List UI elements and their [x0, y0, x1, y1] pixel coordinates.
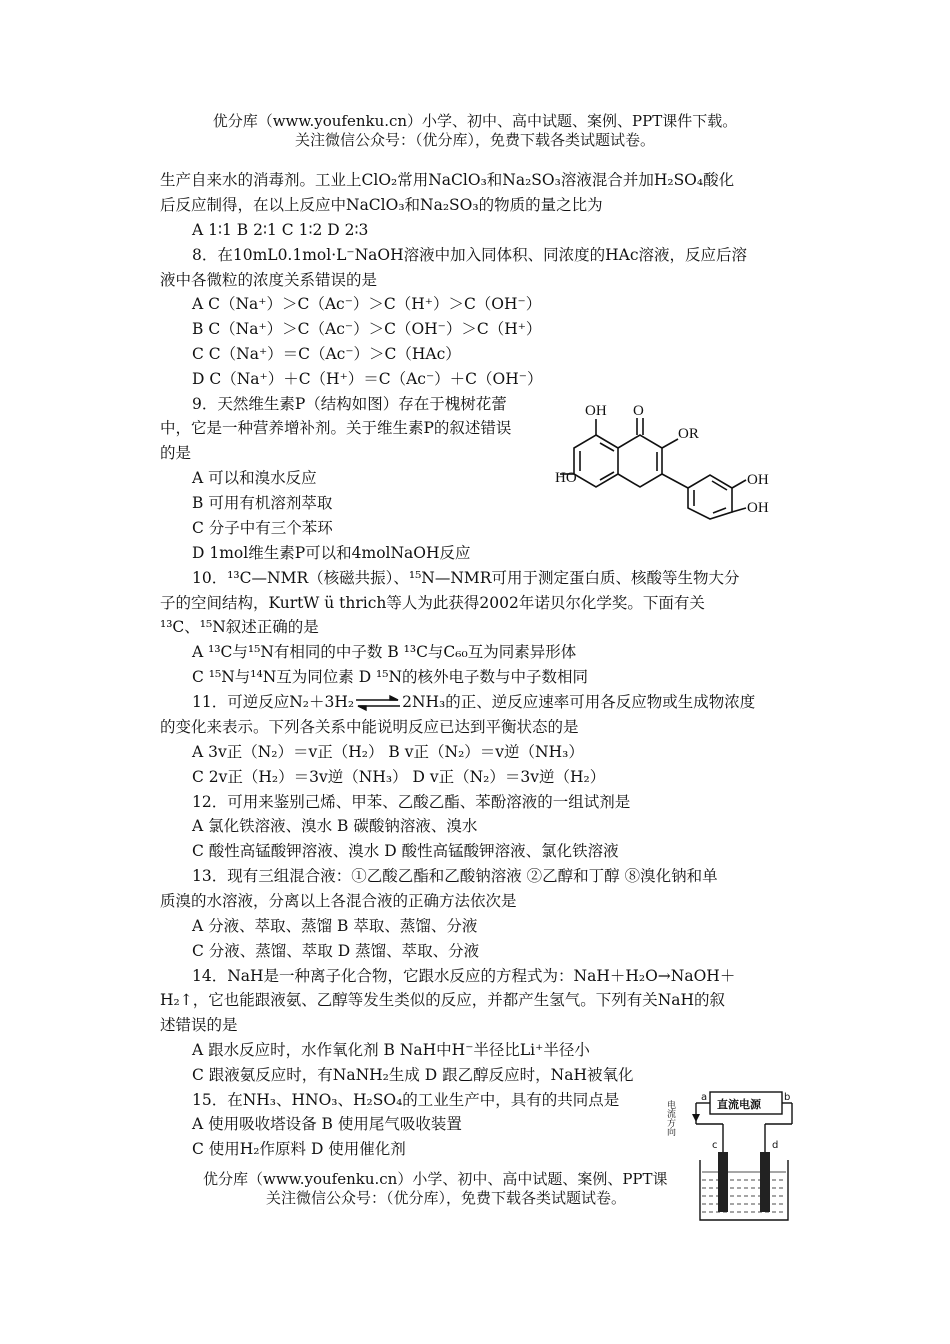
q9-stem-3: 的是: [160, 444, 192, 462]
label-ho-left: HO: [555, 470, 577, 486]
ring-c: [618, 435, 662, 487]
q14-options-cd: C 跟液氨反应时，有NaNH₂生成 D 跟乙醇反应时，NaH被氧化: [192, 1066, 634, 1084]
q9-option-b: B 可用有机溶剂萃取: [192, 494, 333, 512]
q10-stem-2: 子的空间结构，KurtW ü thrich等人为此获得2002年诺贝尔化学奖。下面有关: [160, 594, 705, 612]
q15-options-ab: A 使用吸收塔设备 B 使用尾气吸收装置: [192, 1115, 462, 1133]
q8-stem-1: 8．在10mL0.1mol·L⁻NaOH溶液中加入同体积、同浓度的HAc溶液，反应后溶: [192, 246, 748, 264]
footer-line-1: 优分库（www.youfenku.cn）小学、初中、高中试题、案例、PPT课: [203, 1170, 668, 1188]
power-label: 直流电源: [717, 1098, 761, 1111]
q7-options: A 1∶1 B 2∶1 C 1∶2 D 2∶3: [192, 221, 369, 239]
q8-option-a: A C（Na⁺）＞C（Ac⁻）＞C（H⁺）＞C（OH⁻）: [192, 295, 542, 313]
label-or: OR: [678, 426, 699, 442]
current-direction-label: 电流方向: [665, 1100, 675, 1136]
q11-stem-1-post: 2NH₃的正、逆反应速率可用各反应物或生成物浓度: [402, 693, 756, 711]
q11-stem-2: 的变化来表示。下列各关系中能说明反应已达到平衡状态的是: [160, 718, 579, 736]
q9-option-c: C 分子中有三个苯环: [192, 519, 333, 537]
q13-stem-2: 质溴的水溶液，分离以上各混合液的正确方法依次是: [160, 892, 517, 910]
label-oh-right-2: OH: [747, 500, 769, 516]
q8-option-d: D C（Na⁺）＋C（H⁺）＝C（Ac⁻）＋C（OH⁻）: [192, 370, 543, 388]
q11-options-ab: A 3v正（N₂）＝v正（H₂） B v正（N₂）＝v逆（NH₃）: [192, 743, 584, 761]
q9-option-d: D 1mol维生素P可以和4molNaOH反应: [192, 544, 471, 562]
q8-stem-2: 液中各微粒的浓度关系错误的是: [160, 271, 378, 289]
q14-stem-1: 14．NaH是一种离子化合物，它跟水反应的方程式为：NaH＋H₂O→NaOH＋: [192, 967, 736, 985]
q13-options-ab: A 分液、萃取、蒸馏 B 萃取、蒸馏、分液: [192, 917, 478, 935]
current-arrow-icon: [692, 1114, 700, 1122]
q11-stem-1: [192, 692, 755, 712]
q9-option-a: A 可以和溴水反应: [192, 469, 317, 487]
q13-stem-1: 13．现有三组混合液：①乙酸乙酯和乙酸钠溶液 ②乙醇和丁醇 ⑧溴化钠和单: [192, 867, 718, 885]
q10-options-cd: C ¹⁵N与¹⁴N互为同位素 D ¹⁵N的核外电子数与中子数相同: [192, 668, 589, 686]
q10-stem-3: ¹³C、¹⁵N叙述正确的是: [160, 618, 319, 636]
q14-stem-2: H₂↑，它也能跟液氨、乙醇等发生类似的反应，并都产生氢气。下列有关NaH的叙: [160, 991, 726, 1009]
label-d: d: [772, 1140, 779, 1151]
q15-stem: 15．在NH₃、HNO₃、H₂SO₄的工业生产中，具有的共同点是: [192, 1091, 620, 1109]
label-oh-top: OH: [585, 403, 607, 419]
q14-stem-3: 述错误的是: [160, 1016, 238, 1034]
q12-options-cd: C 酸性高锰酸钾溶液、溴水 D 酸性高锰酸钾溶液、氯化铁溶液: [192, 842, 619, 860]
equilibrium-arrow-icon: [354, 696, 402, 710]
electrode-c: [718, 1152, 728, 1212]
q11-stem-1-pre: 11．可逆反应N₂＋3H₂: [192, 693, 355, 711]
label-a: a: [701, 1092, 708, 1103]
header-line-1: 优分库（www.youfenku.cn）小学、初中、高中试题、案例、PPT课件下载。: [212, 112, 738, 130]
q10-stem-1: 10．¹³C—NMR（核磁共振）、¹⁵N—NMR可用于测定蛋白质、核酸等生物大分: [192, 569, 740, 587]
q7-line-1: 生产自来水的消毒剂。工业上ClO₂常用NaClO₃和Na₂SO₃溶液混合并加H₂SO₄酸化: [160, 171, 735, 189]
q13-options-cd: C 分液、蒸馏、萃取 D 蒸馏、萃取、分液: [192, 942, 480, 960]
q15-options-cd: C 使用H₂作原料 D 使用催化剂: [192, 1140, 406, 1158]
electrolysis-apparatus: [665, 1088, 798, 1226]
label-b: b: [784, 1092, 791, 1103]
q7-line-2: 后反应制得，在以上反应中NaClO₃和Na₂SO₃的物质的量之比为: [160, 196, 603, 214]
q10-options-ab: A ¹³C与¹⁵N有相同的中子数 B ¹³C与C₆₀互为同素异形体: [192, 643, 577, 661]
q8-option-c: C C（Na⁺）＝C（Ac⁻）＞C（HAc）: [192, 345, 461, 363]
label-o-top: O: [633, 403, 644, 419]
label-oh-right-1: OH: [747, 472, 769, 488]
q8-option-b: B C（Na⁺）＞C（Ac⁻）＞C（OH⁻）＞C（H⁺）: [192, 320, 542, 338]
label-c: c: [712, 1140, 718, 1151]
q9-stem-2: 中，它是一种营养增补剂。关于维生素P的叙述错误: [160, 419, 512, 437]
header-line-2: 关注微信公众号：（优分库），免费下载各类试题试卷。: [294, 131, 655, 149]
vitamin-p-structure: [556, 398, 796, 520]
q12-stem: 12．可用来鉴别己烯、甲苯、乙酸乙酯、苯酚溶液的一组试剂是: [192, 793, 631, 811]
footer-line-2: 关注微信公众号：（优分库），免费下载各类试题试卷。: [266, 1189, 627, 1207]
q9-stem-1: 9．天然维生素P（结构如图）存在于槐树花蕾: [192, 395, 507, 413]
q14-options-ab: A 跟水反应时，水作氧化剂 B NaH中H⁻半径比Li⁺半径小: [192, 1041, 590, 1059]
q11-options-cd: C 2v正（H₂）＝3v逆（NH₃） D v正（N₂）＝3v逆（H₂）: [192, 768, 606, 786]
electrode-d: [760, 1152, 770, 1212]
q12-options-ab: A 氯化铁溶液、溴水 B 碳酸钠溶液、溴水: [192, 817, 478, 835]
